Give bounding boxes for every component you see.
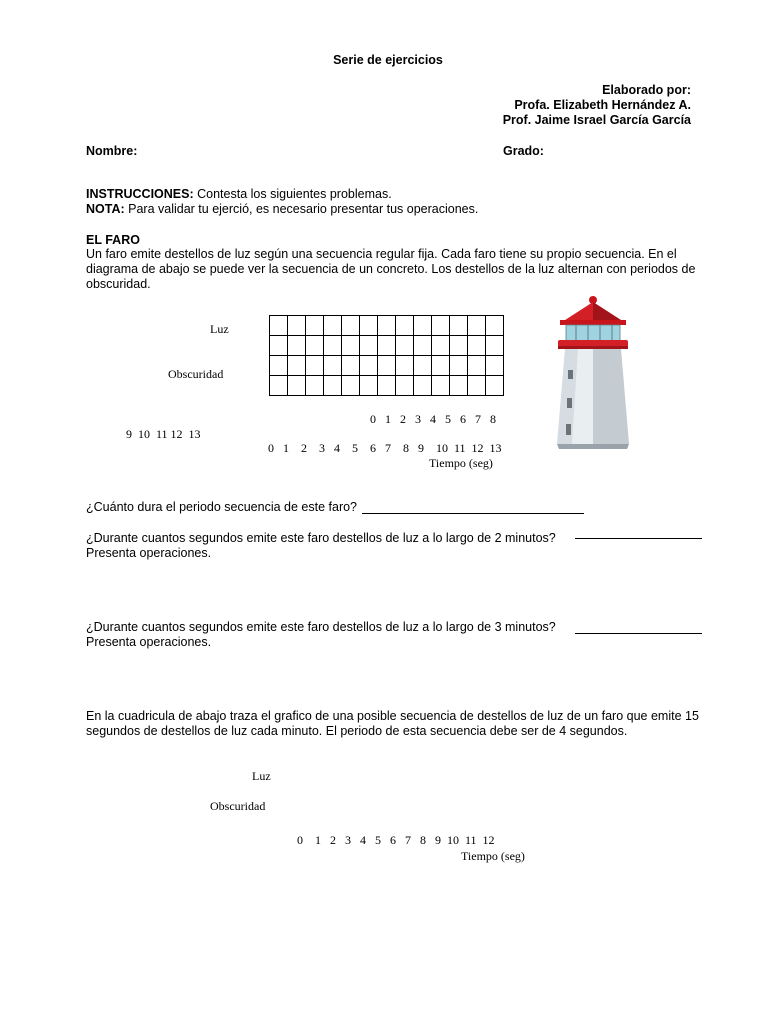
- instructions-label: INSTRUCCIONES:: [86, 187, 194, 201]
- answer-line-2[interactable]: [575, 538, 702, 539]
- author-2: Prof. Jaime Israel García García: [502, 113, 691, 127]
- light-label-2: Luz: [252, 769, 271, 783]
- darkness-label: Obscuridad: [168, 367, 224, 381]
- question-4: En la cuadricula de abajo traza el grafico de una posible secuencia de destellos de luz de un faro que emite 15 segundos de destellos de luz cada minuto. El periodo de esta secuencia debe ser de 4 segundos.: [86, 709, 699, 738]
- time-axis-label: Tiempo (seg): [429, 456, 493, 470]
- note-text: Para validar tu ejerció, es necesario presentar tus operaciones.: [124, 202, 479, 216]
- instructions-text: Contesta los siguientes problemas.: [193, 187, 392, 201]
- question-2-instruction: Presenta operaciones.: [86, 546, 212, 560]
- section-heading: EL FARO: [86, 233, 140, 247]
- name-field-label: Nombre:: [86, 144, 138, 158]
- time-axis-row-c: 0 1 2 3 4 5 6 7 8 9 10 11 12 13: [268, 441, 502, 455]
- grade-field-label: Grado:: [503, 144, 544, 158]
- answer-line-1[interactable]: [362, 513, 584, 514]
- note: [86, 202, 478, 216]
- sequence-grid: [269, 315, 504, 396]
- question-3-instruction: Presenta operaciones.: [86, 635, 212, 649]
- answer-line-3[interactable]: [575, 633, 702, 634]
- note-label: NOTA:: [86, 202, 125, 216]
- page-title: Serie de ejercicios: [333, 53, 443, 67]
- section-description: Un faro emite destellos de luz según una secuencia regular fija. Cada faro tiene su propio secuencia. En el diagrama de abajo se puede ver la secuencia de un concreto. Los destellos de la luz alternan con periodos de obscuridad.: [86, 247, 696, 291]
- darkness-label-2: Obscuridad: [210, 799, 266, 813]
- time-axis-label-2: Tiempo (seg): [461, 849, 525, 863]
- author-label: Elaborado por:: [602, 83, 691, 97]
- lighthouse-icon: [548, 294, 638, 454]
- time-axis-row-a: 0 1 2 3 4 5 6 7 8: [370, 412, 496, 426]
- light-label: Luz: [210, 322, 229, 336]
- author-1: Profa. Elizabeth Hernández A.: [514, 98, 691, 112]
- question-1: ¿Cuánto dura el periodo secuencia de este faro?: [86, 500, 358, 514]
- instructions: [86, 187, 392, 201]
- question-3: ¿Durante cuantos segundos emite este faro destellos de luz a lo largo de 3 minutos?: [86, 620, 556, 634]
- time-axis-row-b: 9 10 11 12 13: [126, 427, 201, 441]
- question-2: ¿Durante cuantos segundos emite este faro destellos de luz a lo largo de 2 minutos?: [86, 531, 556, 545]
- time-axis-row-2: 0 1 2 3 4 5 6 7 8 9 10 11 12: [297, 833, 495, 847]
